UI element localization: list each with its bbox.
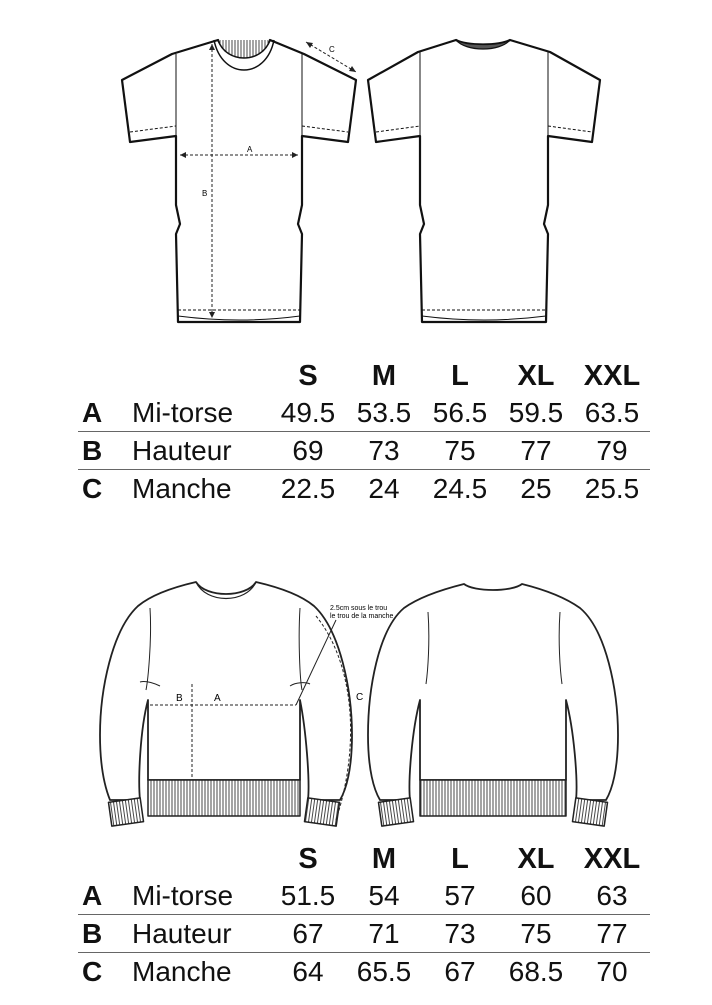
- row-label: Hauteur: [132, 915, 270, 953]
- tshirt-illustration: [0, 0, 712, 340]
- sweatshirt-drawing: [0, 570, 712, 835]
- cell-value: 24: [346, 470, 422, 508]
- sweatshirt-back: [368, 584, 618, 826]
- table-row: [78, 432, 650, 470]
- size-m: M: [371, 842, 397, 875]
- cell-value: 71: [346, 915, 422, 953]
- size-header-row: [78, 841, 650, 877]
- row-label: Hauteur: [132, 432, 270, 470]
- cell-value: 77: [574, 915, 650, 953]
- cell-value: 59.5: [508, 396, 564, 428]
- cell-value: 54: [368, 879, 400, 911]
- cell-value: 53.5: [356, 396, 412, 428]
- sweatshirt-label-b: B: [176, 693, 183, 704]
- cell-value: 67: [422, 953, 498, 991]
- sweatshirt-label-c: C: [356, 692, 364, 703]
- header-blank: [78, 358, 132, 394]
- table-row: [78, 394, 650, 432]
- tshirt-label-c: C: [329, 45, 335, 54]
- row-label: Mi-torse: [132, 396, 234, 428]
- cell-value: 25: [498, 470, 574, 508]
- size-xxl: XXL: [583, 842, 641, 875]
- cell-value: 67: [270, 915, 346, 953]
- row-code: A: [82, 396, 103, 428]
- table-row: [78, 877, 650, 915]
- sweatshirt-front: [100, 582, 352, 826]
- cell-value: 77: [498, 432, 574, 470]
- sweatshirt-size-table: [78, 841, 650, 990]
- cell-value: 56.5: [432, 396, 488, 428]
- cell-value: 57: [444, 879, 476, 911]
- header-blank: [132, 841, 270, 877]
- size-xl: XL: [517, 359, 555, 392]
- size-m: M: [371, 359, 397, 392]
- cell-value: 68.5: [498, 953, 574, 991]
- size-s: S: [298, 842, 318, 875]
- size-header-row: [78, 358, 650, 394]
- table-row: [78, 915, 650, 953]
- table-row: [78, 953, 650, 991]
- row-code: B: [78, 432, 132, 470]
- row-label: Manche: [132, 953, 270, 991]
- cell-value: 73: [422, 915, 498, 953]
- tshirt-size-table: [78, 358, 650, 507]
- row-code: A: [82, 879, 103, 911]
- size-l: L: [451, 842, 469, 875]
- cell-value: 22.5: [270, 470, 346, 508]
- cell-value: 73: [346, 432, 422, 470]
- header-blank: [132, 358, 270, 394]
- cell-value: 63.5: [584, 396, 640, 428]
- cell-value: 75: [422, 432, 498, 470]
- tshirt-front: [122, 40, 356, 322]
- cell-value: 24.5: [422, 470, 498, 508]
- row-code: C: [78, 470, 132, 508]
- tshirt-label-b: B: [202, 189, 208, 198]
- row-code: C: [78, 953, 132, 991]
- header-blank: [78, 841, 132, 877]
- row-label: Mi-torse: [132, 879, 234, 911]
- sweatshirt-annotation-line2: le trou de la manche: [330, 613, 394, 620]
- size-xxl: XXL: [583, 359, 641, 392]
- size-xl: XL: [517, 842, 555, 875]
- cell-value: 70: [574, 953, 650, 991]
- cell-value: 69: [270, 432, 346, 470]
- row-code: B: [78, 915, 132, 953]
- tshirt-back: [368, 40, 600, 322]
- cell-value: 65.5: [346, 953, 422, 991]
- row-label: Manche: [132, 470, 270, 508]
- cell-value: 79: [574, 432, 650, 470]
- sweatshirt-label-a: A: [214, 693, 221, 704]
- sweatshirt-annotation-line1: 2.5cm sous le trou: [330, 605, 388, 612]
- cell-value: 60: [520, 879, 552, 911]
- cell-value: 51.5: [280, 879, 336, 911]
- cell-value: 63: [596, 879, 628, 911]
- cell-value: 49.5: [280, 396, 336, 428]
- size-s: S: [298, 359, 318, 392]
- cell-value: 25.5: [574, 470, 650, 508]
- tshirt-label-a: A: [247, 145, 253, 154]
- cell-value: 75: [498, 915, 574, 953]
- sweatshirt-illustration: [0, 570, 712, 835]
- table-row: [78, 470, 650, 508]
- size-l: L: [451, 359, 469, 392]
- cell-value: 64: [270, 953, 346, 991]
- tshirt-drawing: [0, 0, 712, 340]
